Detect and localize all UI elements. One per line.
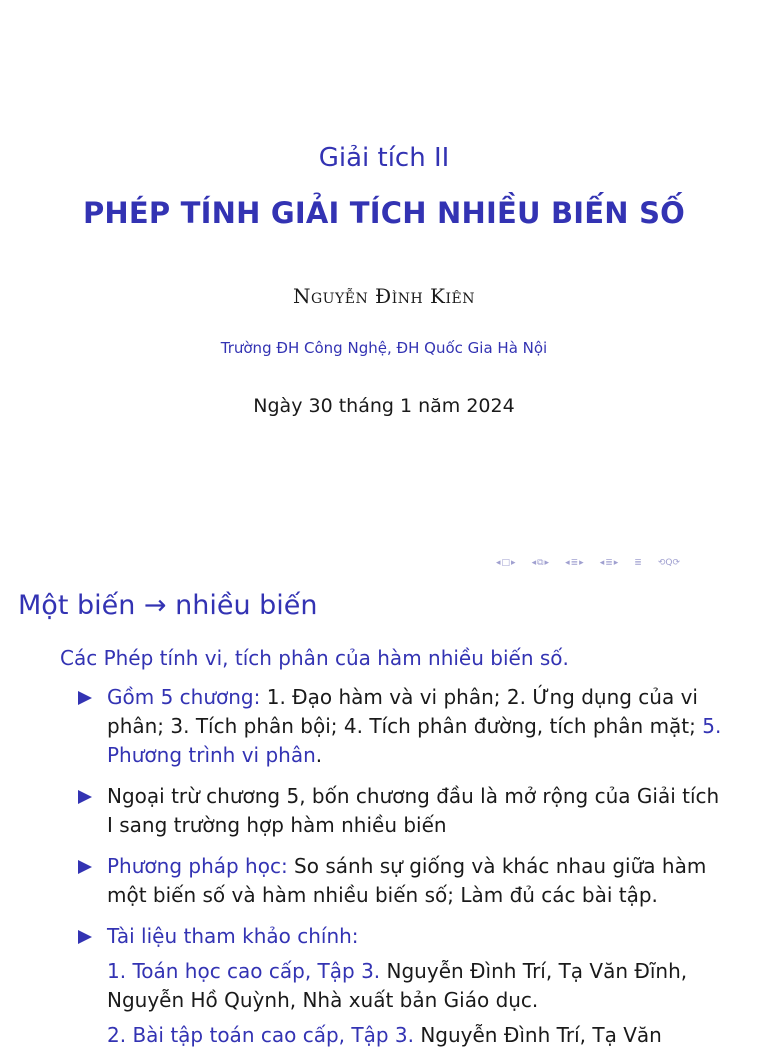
nav-next-section-icon[interactable]: ▸ <box>544 558 550 568</box>
nav-prev-subsubsection-icon[interactable]: ◂ <box>599 558 605 568</box>
author-name: Nguyễn Đình Kiên <box>293 284 475 308</box>
nav-frame-icon[interactable]: □ <box>501 558 511 568</box>
beamer-navigation-bar <box>496 555 680 571</box>
triangle-bullet-icon <box>78 930 92 944</box>
frame-title: Một biến → nhiều biến <box>18 590 318 621</box>
bullet-list <box>78 683 728 1062</box>
reference-2: 2. Bài tập toán cao cấp, Tập 3. Nguyễn Đình Trí, Tạ Văn <box>107 1023 662 1047</box>
nav-next-subsubsection-icon[interactable]: ▸ <box>613 558 619 568</box>
list-item: Gồm 5 chương: 1. Đạo hàm và vi phân; 2. Ứng dụng của vi phân; 3. Tích phân bội; 4. Tích phân đường, tích phân mặt; 5. Phương trình vi phân. <box>78 683 728 770</box>
nav-next-frame-icon[interactable]: ▸ <box>511 558 516 568</box>
nav-prev-section-icon[interactable]: ◂ <box>531 558 537 568</box>
nav-search-icon[interactable]: ⟲Q⟳ <box>657 558 681 568</box>
institute: Trường ĐH Công Nghệ, ĐH Quốc Gia Hà Nội <box>220 339 548 357</box>
triangle-bullet-icon <box>78 790 92 804</box>
intro-text: Các Phép tính vi, tích phân của hàm nhiều biến số. <box>60 646 569 670</box>
nav-section-icon[interactable]: ⧉ <box>537 558 544 568</box>
nav-prev-frame-icon[interactable]: ◂ <box>496 558 501 568</box>
nav-subsection-icon[interactable]: ≣ <box>570 558 579 568</box>
list-item: Tài liệu tham khảo chính: 1. Toán học cao cấp, Tập 3. Nguyễn Đình Trí, Tạ Văn Đĩnh, Nguyễn Hồ Quỳnh, Nhà xuất bản Giáo dục. 2. Bài tập toán cao cấp, Tập 3. Nguyễn Đình Trí, Tạ Văn <box>78 922 728 1050</box>
triangle-bullet-icon <box>78 691 92 705</box>
nav-subsubsection-icon[interactable]: ≣ <box>605 558 613 568</box>
nav-next-subsection-icon[interactable]: ▸ <box>579 558 584 568</box>
list-item: Ngoại trừ chương 5, bốn chương đầu là mở rộng của Giải tích I sang trường hợp hàm nhiều biến <box>78 782 728 840</box>
slide-title: PHÉP TÍNH GIẢI TÍCH NHIỀU BIẾN SỐ <box>82 196 686 230</box>
reference-1: 1. Toán học cao cấp, Tập 3. Nguyễn Đình Trí, Tạ Văn Đĩnh, Nguyễn Hồ Quỳnh, Nhà xuất bản Giáo dục. <box>107 959 688 1012</box>
nav-align-icon[interactable]: ≣ <box>634 558 642 568</box>
presentation-date: Ngày 30 tháng 1 năm 2024 <box>253 395 515 417</box>
course-subtitle: Giải tích II <box>318 143 450 173</box>
nav-prev-subsection-icon[interactable]: ◂ <box>565 558 570 568</box>
triangle-bullet-icon <box>78 860 92 874</box>
content-slide <box>0 576 768 1047</box>
list-item: Phương pháp học: So sánh sự giống và khác nhau giữa hàm một biến số và hàm nhiều biến số; Làm đủ các bài tập. <box>78 852 728 910</box>
